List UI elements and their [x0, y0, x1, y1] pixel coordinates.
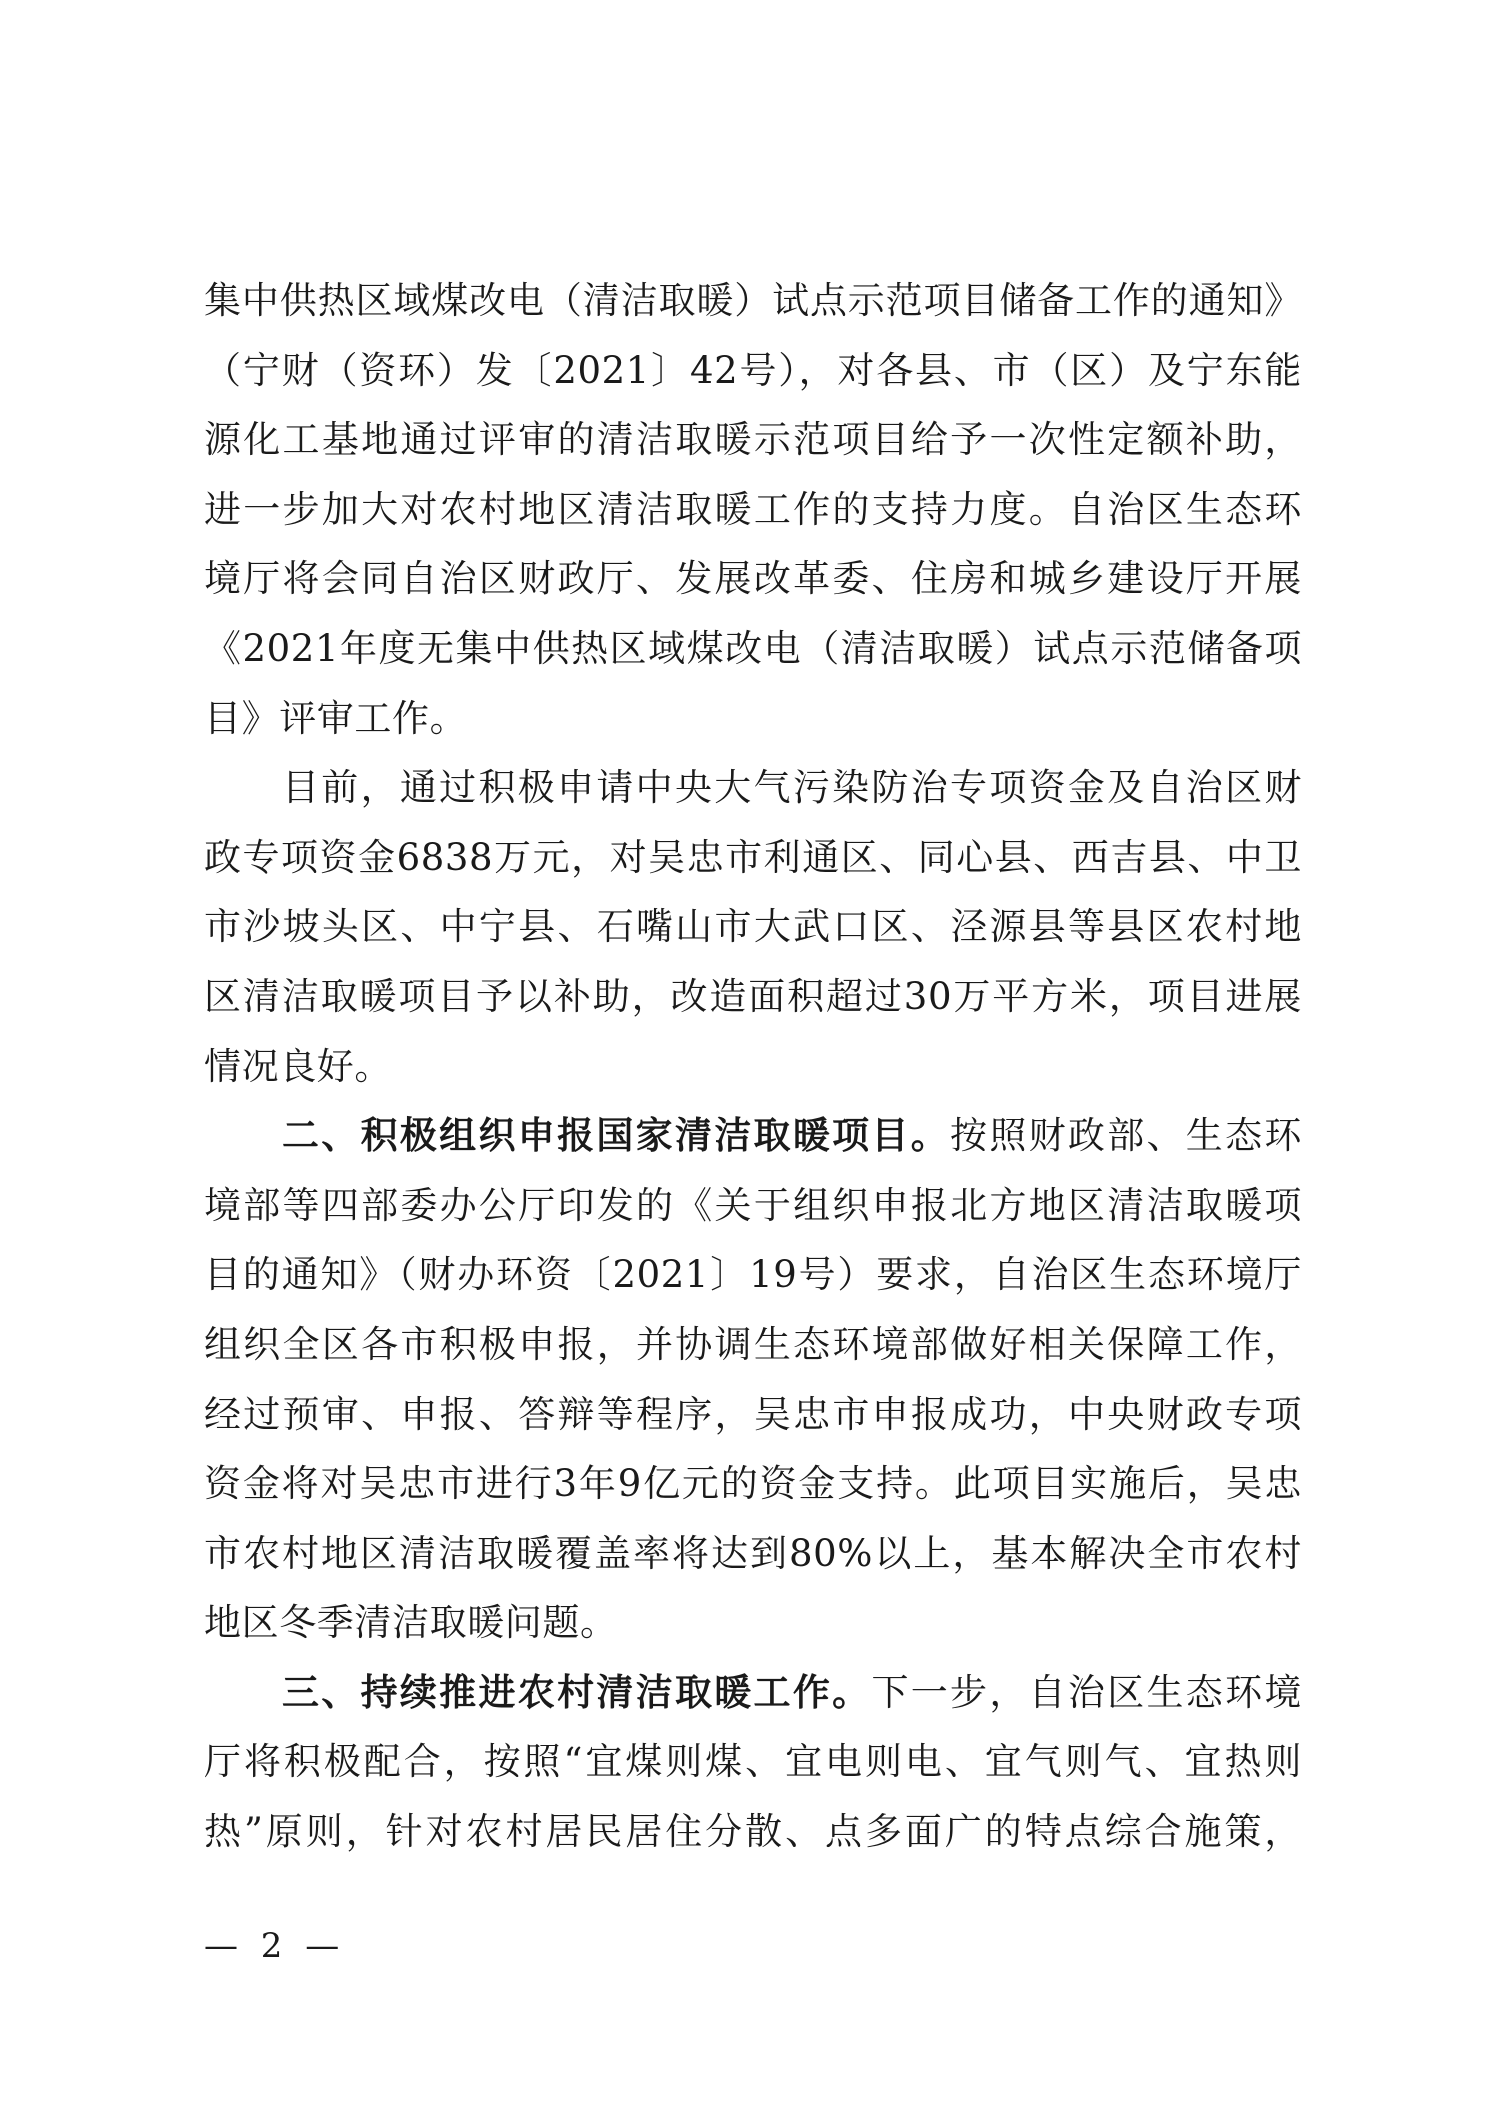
text-line: 地区冬季清洁取暖问题。 — [204, 1601, 618, 1645]
text-line: 区清洁取暖项目予以补助，改造面积超过30万平方米，项目进展 — [204, 974, 1302, 1018]
text-line: 集中供热区域煤改电（清洁取暖）试点示范项目储备工作的通知》 — [204, 279, 1302, 322]
document-body — [204, 266, 1302, 1867]
text-line: 资金将对吴忠市进行3年9亿元的资金支持。此项目实施后，吴忠 — [204, 1462, 1302, 1506]
paragraph-1 — [204, 266, 1302, 753]
text-line: 情况良好。 — [204, 1044, 392, 1088]
text-line: 目》评审工作。 — [204, 696, 468, 740]
text-line: 厅将积极配合，按照“宜煤则煤、宜电则电、宜气则气、宜热则 — [204, 1740, 1302, 1784]
text-line: （宁财（资环）发〔2021〕42号），对各县、市（区）及宁东能 — [204, 348, 1302, 392]
section-heading-3: 三、持续推进农村清洁取暖工作。 — [282, 1670, 872, 1714]
text-line — [204, 1658, 1302, 1728]
text-line: 境部等四部委办公厅印发的《关于组织申报北方地区清洁取暖项 — [204, 1183, 1302, 1227]
page-number: — 2 — — [204, 1926, 346, 1966]
text-line: 热”原则，针对农村居民居住分散、点多面广的特点综合施策， — [204, 1810, 1302, 1854]
section-heading-2: 二、积极组织申报国家清洁取暖项目。 — [282, 1114, 951, 1158]
paragraph-2 — [204, 753, 1302, 1101]
paragraph-4 — [204, 1658, 1302, 1867]
text-line: 目前，通过积极申请中央大气污染防治专项资金及自治区财 — [282, 766, 1302, 810]
heading-line-rest: 按照财政部、生态环 — [950, 1114, 1302, 1158]
text-line: 源化工基地通过评审的清洁取暖示范项目给予一次性定额补助， — [204, 418, 1302, 462]
text-line: 进一步加大对农村地区清洁取暖工作的支持力度。自治区生态环 — [204, 487, 1302, 531]
text-line: 经过预审、申报、答辩等程序，吴忠市申报成功，中央财政专项 — [204, 1392, 1302, 1436]
text-line — [204, 1101, 1302, 1171]
text-line: 境厅将会同自治区财政厅、发展改革委、住房和城乡建设厅开展 — [204, 557, 1302, 601]
text-line: 目的通知》（财办环资〔2021〕19号）要求，自治区生态环境厅 — [204, 1253, 1302, 1297]
text-line: 市农村地区清洁取暖覆盖率将达到80%以上，基本解决全市农村 — [204, 1531, 1302, 1575]
text-line: 组织全区各市积极申报，并协调生态环境部做好相关保障工作， — [204, 1322, 1302, 1366]
text-line: 《2021年度无集中供热区域煤改电（清洁取暖）试点示范储备项 — [204, 626, 1302, 670]
text-line: 市沙坡头区、中宁县、石嘴山市大武口区、泾源县等县区农村地 — [204, 905, 1302, 949]
paragraph-3 — [204, 1101, 1302, 1658]
heading-line-rest: 下一步，自治区生态环境 — [871, 1670, 1302, 1714]
text-line: 政专项资金6838万元，对吴忠市利通区、同心县、西吉县、中卫 — [204, 835, 1302, 879]
